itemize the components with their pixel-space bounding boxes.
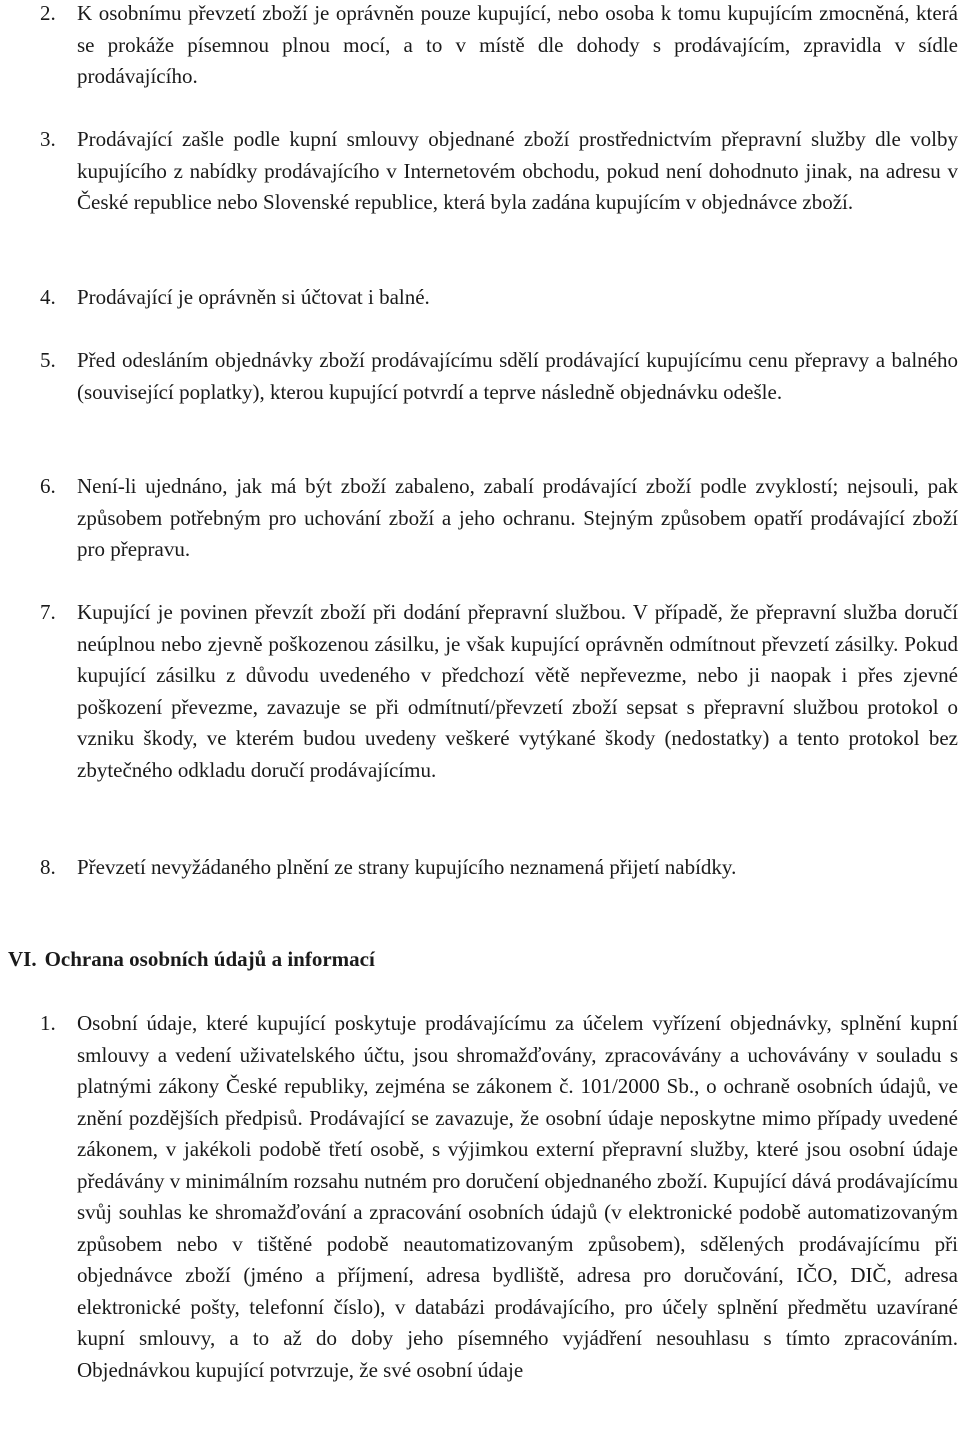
item-number: 5. [40,348,56,372]
item-text: Osobní údaje, které kupující poskytuje prodávajícímu za účelem vyřízení objednávky, splnění kupní smlouvy a vedení uživatelského účtu, jsou shromažďovány, zpracovávány a uchovávány v souladu s platnými zákony České republiky, zejména se zákonem č. 101/2000 Sb., o ochraně osobních údajů, ve znění pozdějších předpisů. Prodávající se zavazuje, že osobní údaje neposkytne mimo případy uvedené zákonem, v jakékoli podobě třetí osobě, s výjimkou externí přepravní služby, které jsou osobní údaje předávány v minimálním rozsahu nutném pro doručení objednaného zboží. Kupující dává prodávajícímu svůj souhlas ke shromažďování a zpracování osobních údajů (v elektronické podobě automatizovaným způsobem nebo v tištěné podobě neautomatizovaným způsobem), sdělených prodávajícímu při objednávce zboží (jméno a příjmení, adresa bydliště, adresa pro doručování, IČO, DIČ, adresa elektronické pošty, telefonní číslo), v databázi prodávajícího, pro účely splnění předmětu uzavírané kupní smlouvy, a to až do doby jeho písemného vyjádření nesouhlasu s tímto zpracováním. Objednávkou kupující potvrzuje, že své osobní údaje [77,1011,958,1382]
section-number: VI. [8,947,37,971]
item-number: 1. [40,1011,56,1035]
item-number: 4. [40,285,56,309]
list-item-7 [40,597,958,786]
item-text: Prodávající zašle podle kupní smlouvy objednané zboží prostřednictvím přepravní služby dle volby kupujícího z nabídky prodávajícího v Internetovém obchodu, pokud není dohodnuto jinak, na adresu v České republice nebo Slovenské republice, která byla zadána kupujícím v objednávce zboží. [77,127,958,214]
item-number: 6. [40,474,56,498]
list-item-6 [40,471,958,566]
item-text: Kupující je povinen převzít zboží při dodání přepravní službou. V případě, že přepravní služba doručí neúplnou nebo zjevně poškozenou zásilku, je však kupující oprávněn odmítnout převzetí zásilky. Pokud kupující zásilku z důvodu uvedeného v předchozí větě nepřevezme, nebo ji naopak i přes zjevné poškození převezme, zavazuje se při odmítnutí/převzetí zboží sepsat s přepravní službou protokol o vzniku škody, ve kterém budou uvedeny veškeré vytýkané škody (nedostatky) a tento protokol bez zbytečného odkladu doručí prodávajícímu. [77,600,958,782]
list-item-8 [40,852,958,884]
item-text: Převzetí nevyžádaného plnění ze strany kupujícího neznamená přijetí nabídky. [77,855,737,879]
list-item-4 [40,282,958,314]
list-item-2 [40,0,958,93]
list-item-3 [40,124,958,219]
section-list-item-1 [40,1008,958,1386]
item-number: 2. [40,1,56,25]
item-number: 3. [40,127,56,151]
item-text: Prodávající je oprávněn si účtovat i balné. [77,285,430,309]
item-number: 7. [40,600,56,624]
item-text: Před odesláním objednávky zboží prodávajícímu sdělí prodávající kupujícímu cenu přepravy a balného (související poplatky), kterou kupující potvrdí a teprve následně objednávku odešle. [77,348,958,404]
section-title: Ochrana osobních údajů a informací [44,947,375,971]
item-number: 8. [40,855,56,879]
item-text: K osobnímu převzetí zboží je oprávněn pouze kupující, nebo osoba k tomu kupujícím zmocněná, která se prokáže písemnou plnou mocí, a to v místě dle dohody s prodávajícím, zpravidla v sídle prodávajícího. [77,1,958,88]
list-item-5 [40,345,958,408]
item-text: Není-li ujednáno, jak má být zboží zabaleno, zabalí prodávající zboží podle zvyklostí; nejsouli, pak způsobem potřebným pro uchování zboží a jeho ochranu. Stejným způsobem opatří prodávající zboží pro přepravu. [77,474,958,561]
section-heading [8,944,375,976]
